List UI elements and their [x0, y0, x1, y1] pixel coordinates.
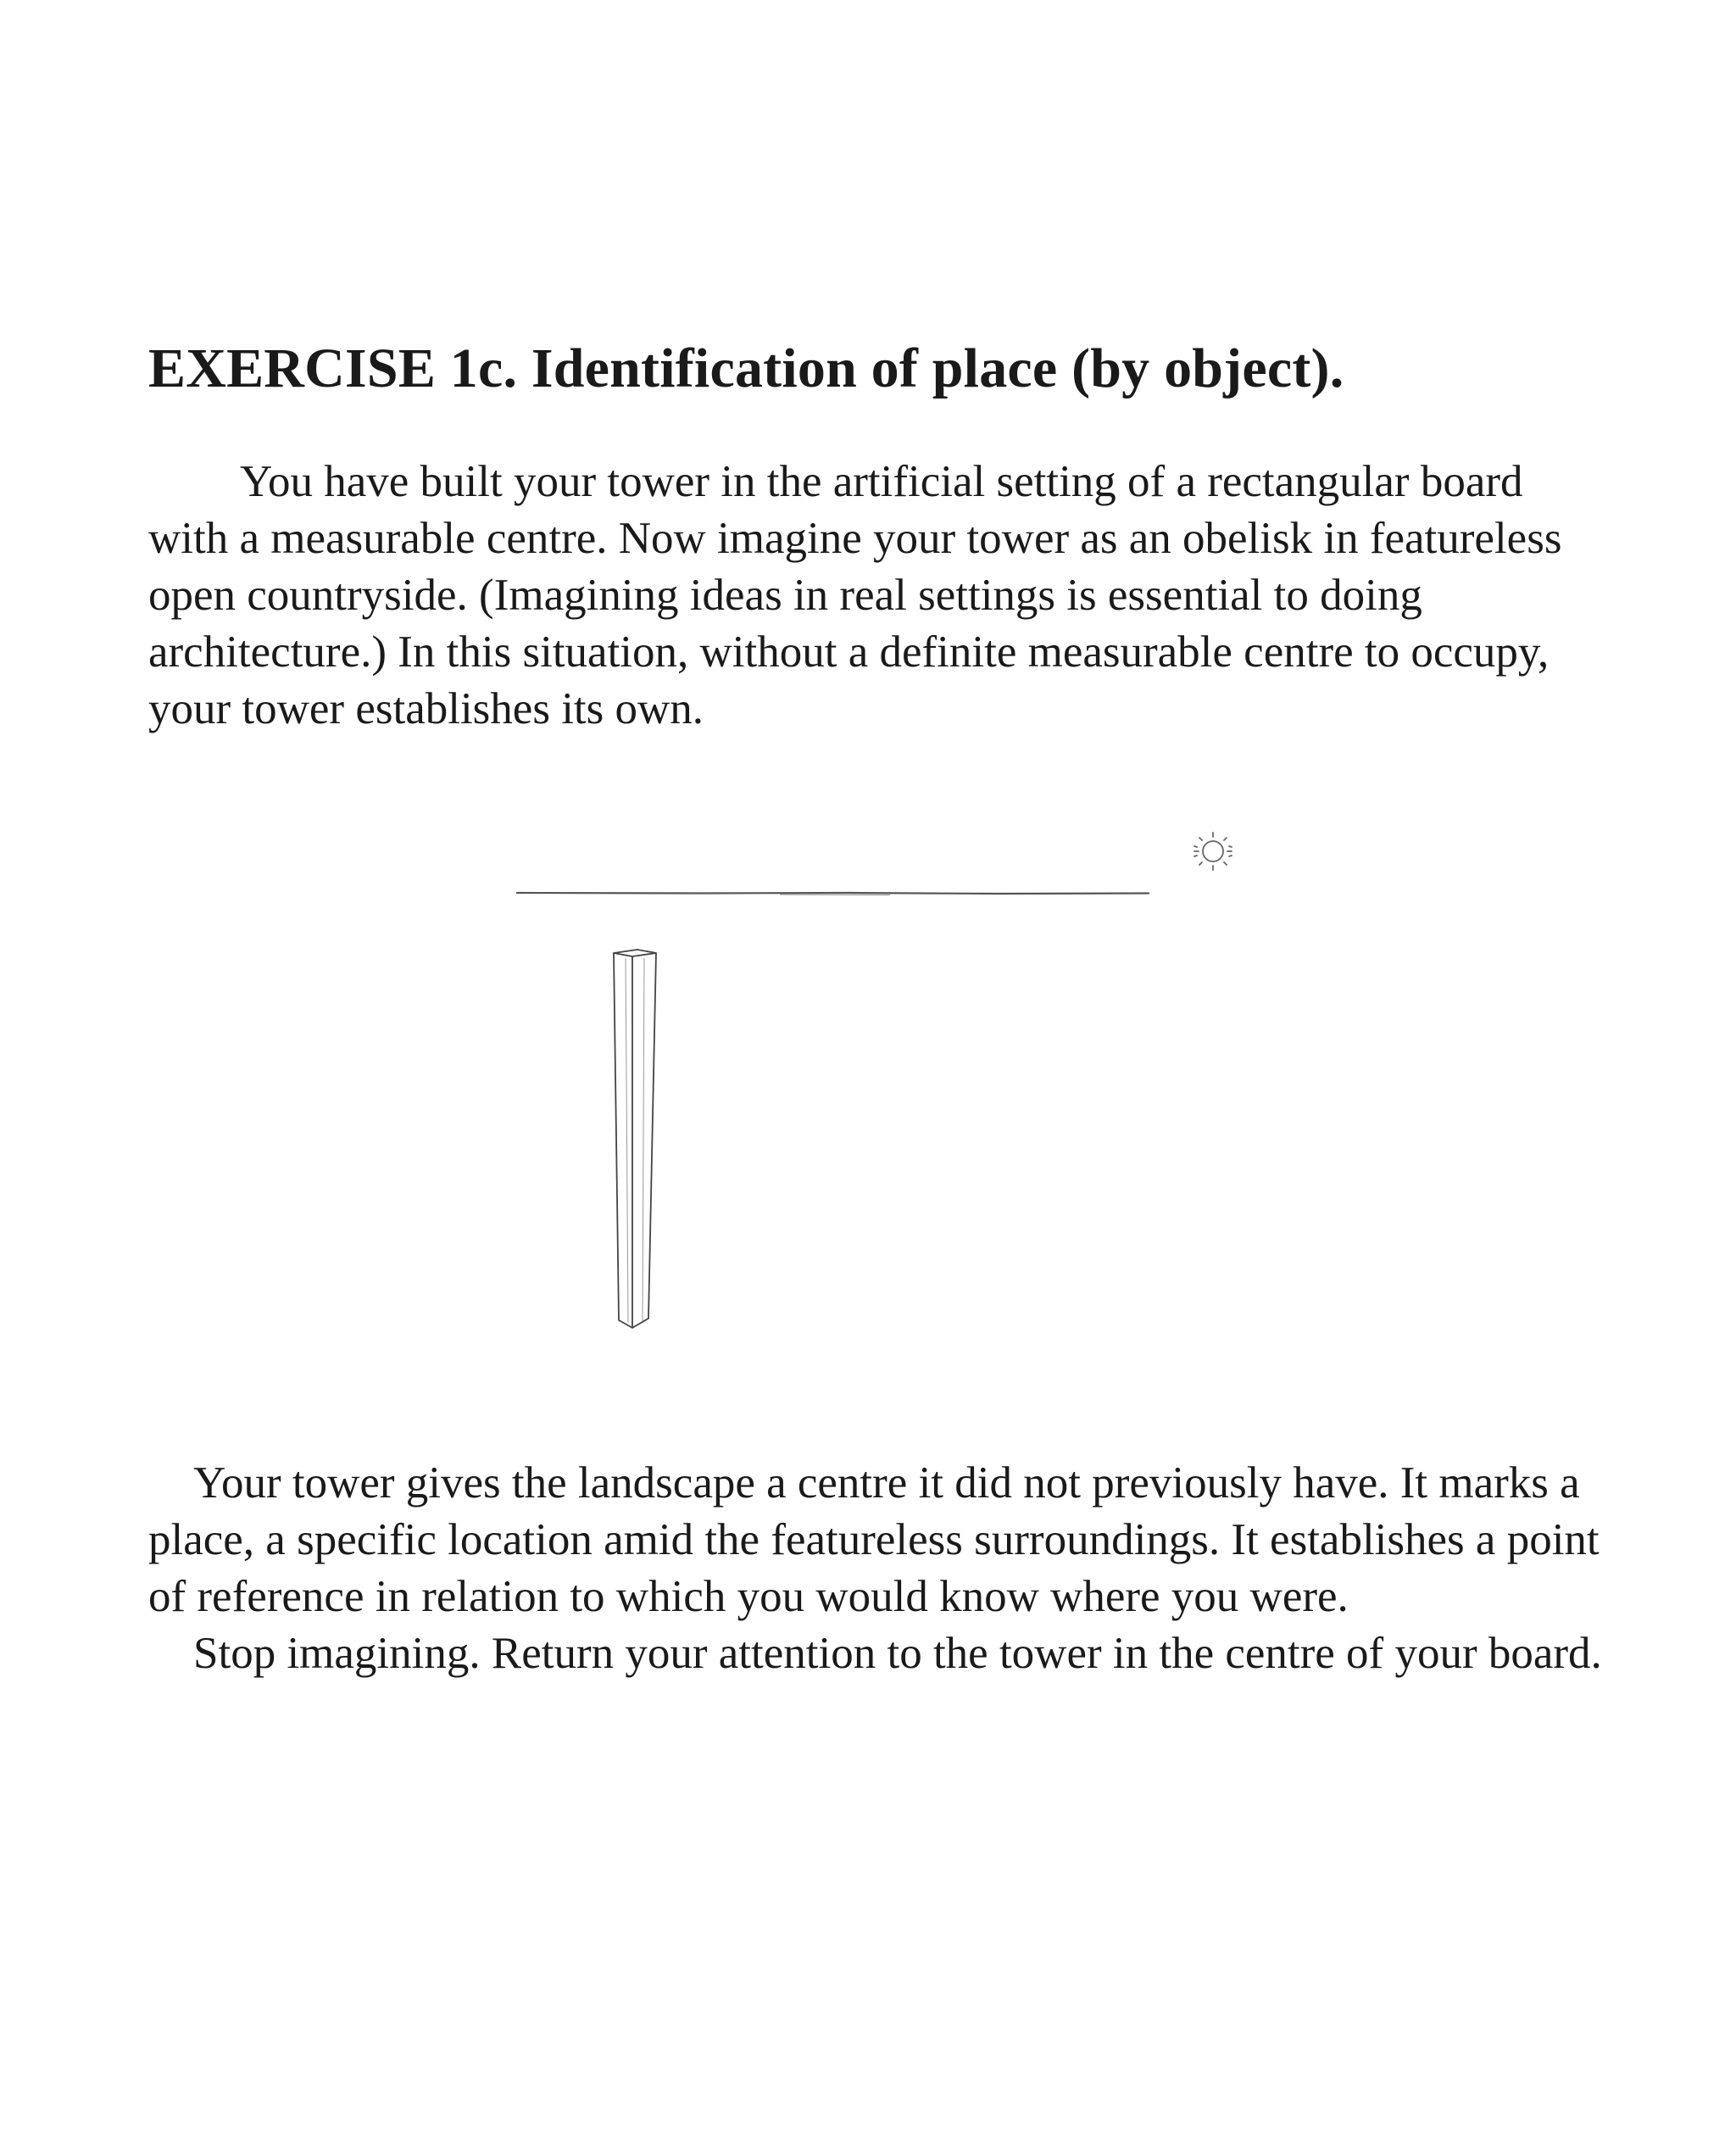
- conclusion-text: [148, 1455, 1606, 1682]
- obelisk-illustration: [492, 814, 1271, 1340]
- intro-text: [148, 454, 1606, 738]
- paragraph: Stop imagining. Return your attention to the tower in the centre of your board.: [193, 1629, 1602, 1678]
- exercise-heading: EXERCISE 1c. Identification of place (by object).: [148, 337, 1344, 399]
- paragraph: You have built your tower in the artificial setting of a rectangular board with a measurable centre. Now imagine your tower as an obelisk in featureless open countryside. (Imagining ideas in real settings is essential to doing architecture.) In this situation, without a definite measurable centre to occupy, your tower establishes its own.: [148, 457, 1562, 733]
- sun-icon: [1194, 833, 1232, 870]
- horizon-line: [517, 893, 1149, 895]
- paragraph: Your tower gives the landscape a centre it did not previously have. It marks a place, a specific location amid the featureless surroundings. It establishes a point of reference in relation to which you would know where you were.: [148, 1458, 1600, 1621]
- obelisk-tower: [614, 950, 656, 1328]
